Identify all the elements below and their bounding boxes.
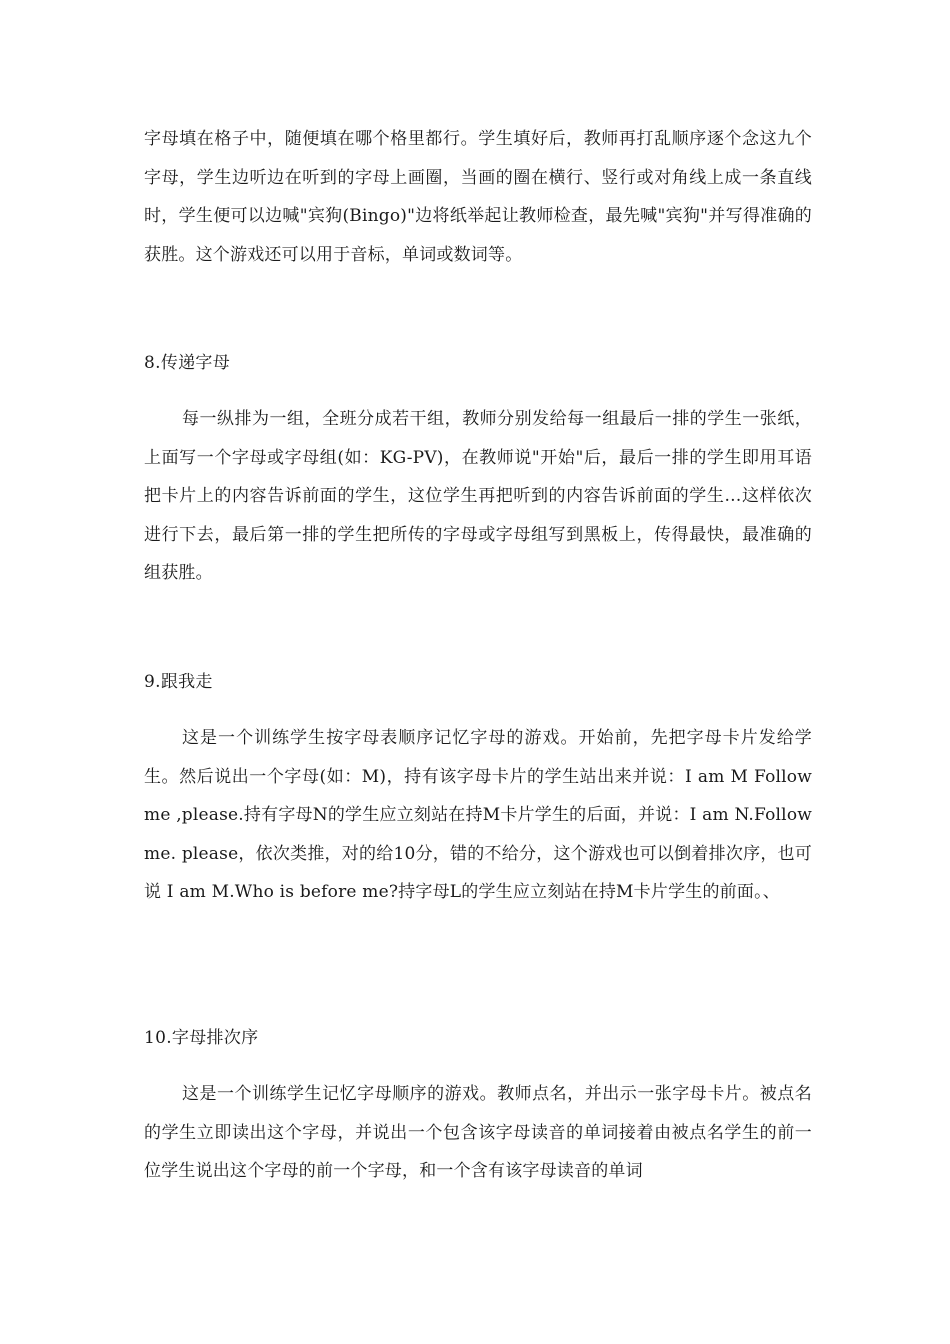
section-10-heading-block bbox=[144, 1026, 812, 1050]
section-10-paragraph: 这是一个训练学生记忆字母顺序的游戏。教师点名，并出示一张字母卡片。被点名的学生立即读出这个字母，并说出一个包含该字母读音的单词接着由被点名学生的前一位学生说出这个字母的前一个字母，和一个含有该字母读音的单词 bbox=[144, 1084, 812, 1181]
section-8-paragraph: 每一纵排为一组，全班分成若干组，教师分别发给每一组最后一排的学生一张纸，上面写一个字母或字母组(如：KG-PV)，在教师说"开始"后，最后一排的学生即用耳语把卡片上的内容告诉前面的学生，这位学生再把听到的内容告诉前面的学生…这样依次进行下去，最后第一排的学生把所传的字母或字母组写到黑板上，传得最快，最准确的组获胜。 bbox=[144, 409, 812, 583]
section-9-paragraph: 这是一个训练学生按字母表顺序记忆字母的游戏。开始前，先把字母卡片发给学生。然后说出一个字母(如：M)，持有该字母卡片的学生站出来并说：I am M Follow me ,please.持有字母N的学生应立刻站在持M卡片学生的后面，并说：I am N.Follow me. please，依次类推，对的给10分，错的不给分，这个游戏也可以倒着排次序，也可说 I am M.Who is before me?持字母L的学生应立刻站在持M卡片学生的前面。、 bbox=[144, 728, 812, 902]
section-9-body-block bbox=[144, 719, 812, 912]
section-9-heading-block bbox=[144, 670, 812, 694]
section-8-heading: 8.传递字母 bbox=[144, 353, 231, 373]
section-8-heading-block bbox=[144, 351, 812, 375]
continuation-block bbox=[144, 120, 812, 274]
section-9-heading: 9.跟我走 bbox=[144, 672, 213, 692]
continuation-paragraph: 字母填在格子中，随便填在哪个格里都行。学生填好后，教师再打乱顺序逐个念这九个字母，学生边听边在听到的字母上画圈，当画的圈在横行、竖行或对角线上成一条直线时，学生便可以边喊"宾狗(Bingo)"边将纸举起让教师检查，最先喊"宾狗"并写得准确的获胜。这个游戏还可以用于音标，单词或数词等。 bbox=[144, 129, 812, 265]
section-10-heading: 10.字母排次序 bbox=[144, 1028, 259, 1048]
section-10-body-block bbox=[144, 1075, 812, 1191]
section-8-body-block bbox=[144, 400, 812, 593]
